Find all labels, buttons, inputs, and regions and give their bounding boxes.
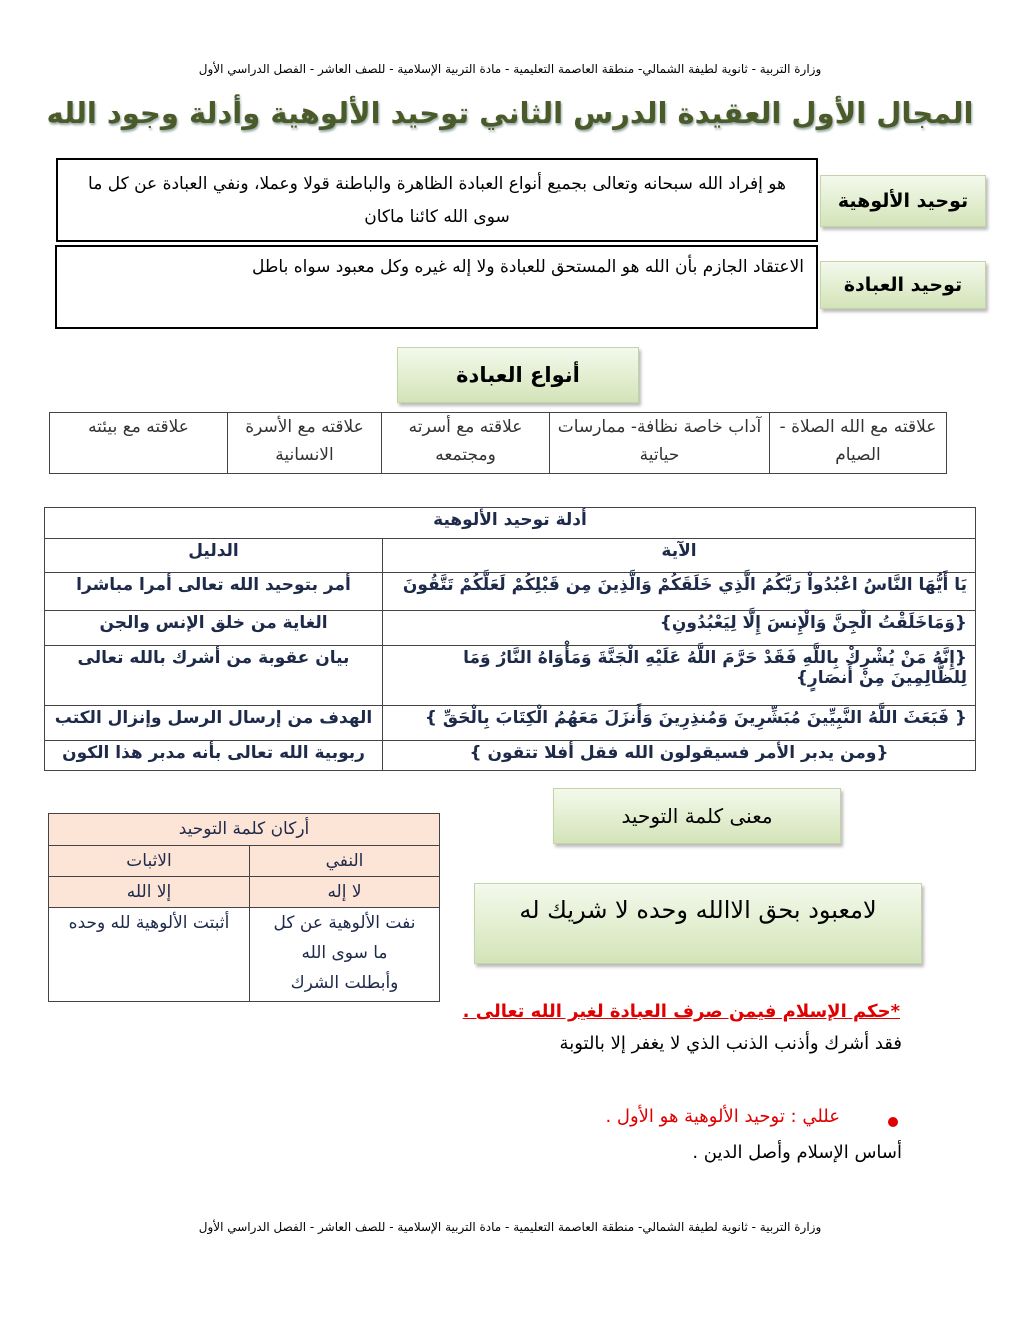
definition-ibada-label: توحيد العبادة <box>820 261 986 309</box>
reason-question: عللي : توحيد الألوهية هو الأول . <box>605 1106 840 1127</box>
table-row <box>45 573 976 611</box>
table-row <box>45 646 976 706</box>
meaning-title: معنى كلمة التوحيد <box>553 788 841 844</box>
verse-cell: يَا أَيُّهَا النَّاسُ اعْبُدُواْ رَبَّكُمُ الَّذِي خَلَقَكُمْ وَالَّذِينَ مِن قَبْلِكُمْ لَعَلَّكُمْ تَتَّقُونَ <box>383 573 976 611</box>
proof-cell: بيان عقوبة من أشرك بالله تعالى <box>45 646 383 706</box>
pillars-title: أركان كلمة التوحيد <box>49 814 440 846</box>
evidence-header-proof: الدليل <box>45 539 383 573</box>
types-table <box>49 412 947 474</box>
verse-cell: {ومن يدبر الأمر فسيقولون الله فقل أفلا تتقون } <box>383 741 976 771</box>
type-cell: آداب خاصة نظافة- ممارسات حياتية <box>550 413 770 474</box>
pillar-meaning-negation: نفت الألوهية عن كل ما سوى الله وأبطلت الشرك <box>250 908 440 1002</box>
page-header: وزارة التربية - ثانوية لطيفة الشمالي- منطقة العاصمة التعليمية - مادة التربية الإسلامية - للصف العاشر - الفصل الدراسي الأول <box>198 62 822 76</box>
type-cell: علاقته مع الله الصلاة - الصيام <box>770 413 947 474</box>
verse-cell: {وَمَاخَلَقْتُ الْجِنَّ وَالْإِنسَ إِلَّا لِيَعْبُدُونِ} <box>383 611 976 646</box>
ruling-text: فقد أشرك وأذنب الذنب الذي لا يغفر إلا بالتوبة <box>559 1033 902 1054</box>
evidence-table <box>44 507 976 771</box>
definition-uluhiyya-text: هو إفراد الله سبحانه وتعالى بجميع أنواع العبادة الظاهرة والباطنة قولا وعملا، ونفي العبادة عن كل ما سوى الله كائنا ماكان <box>56 158 818 242</box>
type-cell: علاقته مع بيئته <box>50 413 228 474</box>
type-cell: علاقته مع أسرته ومجتمعه <box>382 413 550 474</box>
pillar-word-negation: لا إله <box>250 877 440 908</box>
reason-answer: أساس الإسلام وأصل الدين . <box>692 1142 902 1163</box>
proof-cell: ربوبية الله تعالى بأنه مدبر هذا الكون <box>45 741 383 771</box>
pillar-meaning-affirmation: أثبتت الألوهية لله وحده <box>49 908 250 1002</box>
type-cell: علاقته مع الأسرة الانسانية <box>228 413 382 474</box>
pillar-word-affirmation: إلا الله <box>49 877 250 908</box>
ruling-title: *حكم الإسلام فيمن صرف العبادة لغير الله تعالى . <box>462 1001 900 1022</box>
definition-ibada-text: الاعتقاد الجازم بأن الله هو المستحق للعبادة ولا إله غيره وكل معبود سواه باطل <box>55 245 818 329</box>
verse-cell: { فَبَعَثَ اللَّهُ النَّبِيِّينَ مُبَشِّرِينَ وَمُنذِرِينَ وَأَنزَلَ مَعَهُمُ الْكِتَابَ بِالْحَقِّ } <box>383 706 976 741</box>
proof-cell: الغاية من خلق الإنس والجن <box>45 611 383 646</box>
bullet-icon <box>888 1117 898 1127</box>
evidence-title: أدلة توحيد الألوهية <box>45 508 976 539</box>
page-title: المجال الأول العقيدة الدرس الثاني توحيد الألوهية وأدلة وجود الله <box>46 96 974 130</box>
pillar-header-negation: النفي <box>250 846 440 877</box>
table-row <box>45 741 976 771</box>
definition-uluhiyya-label: توحيد الألوهية <box>820 175 986 227</box>
table-row <box>45 611 976 646</box>
verse-cell: {إِنَّهُ مَنْ يُشْرِكْ بِاللَّهِ فَقَدْ حَرَّمَ اللَّهُ عَلَيْهِ الْجَنَّةَ وَمَأْوَاهُ النَّارُ وَمَا لِلظَّالِمِينَ مِنْ أَنصَارٍ} <box>383 646 976 706</box>
evidence-header-verse: الآية <box>383 539 976 573</box>
pillar-header-affirmation: الاثبات <box>49 846 250 877</box>
table-row <box>45 706 976 741</box>
page-footer: وزارة التربية - ثانوية لطيفة الشمالي- منطقة العاصمة التعليمية - مادة التربية الإسلامية - للصف العاشر - الفصل الدراسي الأول <box>198 1220 822 1234</box>
types-title: أنواع العبادة <box>397 347 639 403</box>
proof-cell: أمر بتوحيد الله تعالى أمرا مباشرا <box>45 573 383 611</box>
pillars-table <box>48 813 440 1002</box>
proof-cell: الهدف من إرسال الرسل وإنزال الكتب <box>45 706 383 741</box>
meaning-text: لامعبود بحق الاالله وحده لا شريك له <box>474 883 922 964</box>
